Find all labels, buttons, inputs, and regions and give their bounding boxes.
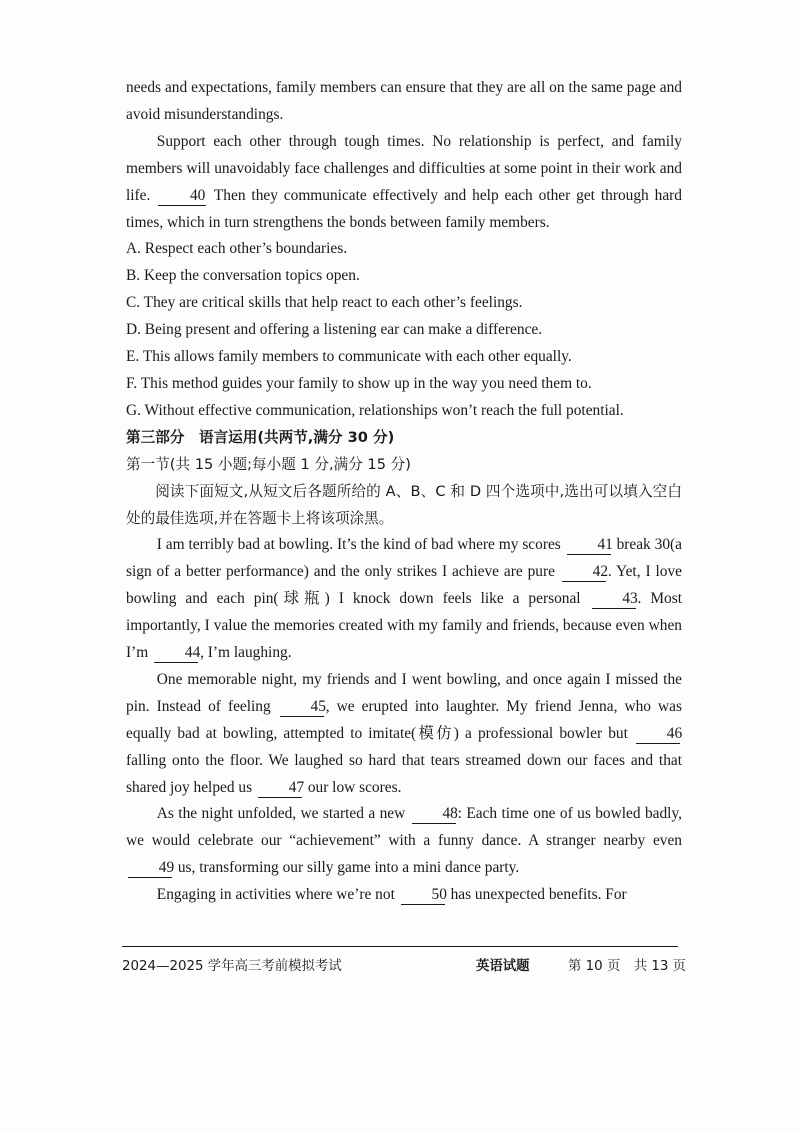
passage-end-paragraph: needs and expectations, family members can ensure that they are all on the same page and avoid misunderstandings.: [126, 79, 682, 123]
section-title: 第三部分 语言运用(共两节,满分 30 分): [126, 428, 395, 446]
paragraph-text: Then they communicate effectively and help each other get through hard times, which in turn strengthens the bonds between family members.: [126, 186, 682, 231]
option-d: D. Being present and offering a listening ear can make a difference.: [126, 321, 543, 339]
option-e: E. This allows family members to communicate with each other equally.: [126, 348, 572, 366]
paragraph-text: falling onto the floor. We laughed so hard that tears streamed down our faces and that shared joy helped us: [126, 751, 682, 796]
paragraph-text: I am terribly bad at bowling. It’s the kind of bad where my scores: [156, 536, 561, 554]
paragraph-text: , I’m laughing.: [200, 644, 292, 662]
option-c: C. They are critical skills that help react to each other’s feelings.: [126, 294, 523, 312]
paragraph-text: Support each other through tough times. No relationship is perfect, and family members will unavoidably face challenges and difficulties at some point in their work and life.: [126, 132, 682, 204]
paragraph-text: us, transforming our silly game into a mini dance party.: [177, 859, 520, 877]
option-a: A. Respect each other’s boundaries.: [126, 240, 348, 258]
paragraph-text: has unexpected benefits. For: [450, 886, 627, 904]
blank-48: 48: [412, 805, 456, 824]
blank-44: 44: [154, 644, 198, 663]
blank-49: 49: [128, 859, 172, 878]
cloze-paragraph-4: [126, 882, 682, 909]
paragraph-text: break 30(a sign of a better performance) and the only strikes I achieve are pure: [126, 536, 682, 581]
option-b: B. Keep the conversation topics open.: [126, 267, 360, 285]
page-body: [126, 75, 682, 909]
paragraph-text: . Yet, I love bowling and each pin(球瓶) I knock down feels like a personal: [126, 563, 682, 608]
section-subtitle: 第一节(共 15 小题;每小题 1 分,满分 15 分): [126, 455, 411, 473]
paragraph-text: One memorable night, my friends and I went bowling, and once again I missed the pin. Instead of feeling: [126, 670, 682, 715]
option-g: G. Without effective communication, relationships won’t reach the full potential.: [126, 401, 624, 419]
footer-divider: [122, 946, 678, 947]
blank-41: 41: [567, 536, 611, 555]
blank-50: 50: [401, 886, 445, 905]
blank-43: 43: [592, 590, 636, 609]
footer-subject: 英语试题: [476, 959, 530, 974]
section-instructions: 阅读下面短文,从短文后各题所给的 A、B、C 和 D 四个选项中,选出可以填入空白处的最佳选项,并在答题卡上将该项涂黑。: [126, 482, 682, 527]
paragraph-text: . Most importantly, I value the memories created with my family and friends, because even when I’m: [126, 590, 682, 662]
footer-exam-title: 2024—2025 学年高三考前模拟考试: [122, 959, 342, 974]
paragraph-text: Engaging in activities where we’re not: [156, 886, 395, 904]
blank-46: 46: [636, 725, 680, 744]
cloze-paragraph-3: [126, 801, 682, 882]
footer-page-number: 第 10 页 共 13 页: [568, 959, 687, 974]
option-f: F. This method guides your family to show up in the way you need them to.: [126, 374, 592, 392]
passage-paragraph-support: [126, 129, 682, 237]
blank-45: 45: [280, 698, 324, 717]
blank-40: 40: [158, 187, 206, 206]
cloze-paragraph-2: [126, 667, 682, 802]
paragraph-text: , we erupted into laughter. My friend Jenna, who was equally bad at bowling, attempted to imitate(模仿) a professional bowler but: [126, 697, 682, 742]
blank-47: 47: [258, 779, 302, 798]
blank-42: 42: [562, 563, 606, 582]
paragraph-text: As the night unfolded, we started a new: [156, 805, 406, 823]
paragraph-text: our low scores.: [307, 778, 402, 796]
paragraph-text: : Each time one of us bowled badly, we would celebrate our “achievement” with a funny dance. A stranger nearby even: [126, 805, 682, 850]
cloze-paragraph-1: [126, 532, 682, 667]
